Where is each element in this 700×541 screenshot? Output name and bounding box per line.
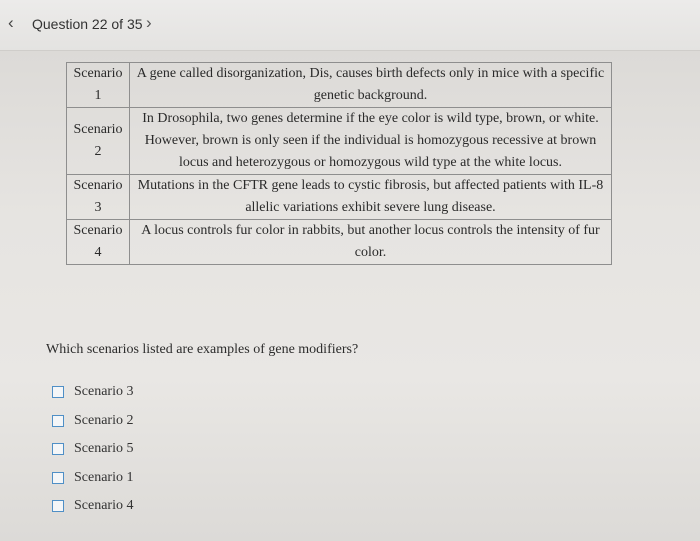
chevron-right-icon[interactable]: › <box>146 13 152 32</box>
scenario-text: Mutations in the CFTR gene leads to cystic fibrosis, but affected patients with IL-8 allelic variations exhibit severe lung disease. <box>130 175 612 220</box>
option-scenario-4[interactable] <box>52 492 133 521</box>
question-header <box>0 0 700 51</box>
scenario-text: In Drosophila, two genes determine if the eye color is wild type, brown, or white. However, brown is only seen if the individual is homozygous recessive at brown locus and heterozygous or homozygous wild type at the white locus. <box>130 108 612 175</box>
option-scenario-2[interactable] <box>52 407 133 436</box>
scenario-table <box>66 62 612 265</box>
option-label: Scenario 1 <box>74 469 134 485</box>
answer-options <box>52 378 133 521</box>
checkbox[interactable] <box>52 415 64 427</box>
question-prompt: Which scenarios listed are examples of gene modifiers? <box>46 342 359 357</box>
table-row <box>67 175 612 220</box>
option-label: Scenario 2 <box>74 412 134 428</box>
scenario-label: Scenario 1 <box>67 63 130 108</box>
scenario-label: Scenario 3 <box>67 175 130 220</box>
checkbox[interactable] <box>52 472 64 484</box>
checkbox[interactable] <box>52 386 64 398</box>
scenario-text: A locus controls fur color in rabbits, but another locus controls the intensity of fur color. <box>130 220 612 265</box>
checkbox[interactable] <box>52 500 64 512</box>
option-scenario-3[interactable] <box>52 378 133 407</box>
scenario-label: Scenario 2 <box>67 108 130 175</box>
option-label: Scenario 3 <box>74 384 134 400</box>
option-label: Scenario 4 <box>74 498 134 514</box>
table-row <box>67 63 612 108</box>
chevron-left-icon[interactable]: ‹ <box>8 13 14 32</box>
table-row <box>67 108 612 175</box>
checkbox[interactable] <box>52 443 64 455</box>
option-label: Scenario 5 <box>74 441 134 457</box>
option-scenario-5[interactable] <box>52 435 133 464</box>
option-scenario-1[interactable] <box>52 464 133 493</box>
question-counter: Question 22 of 35 <box>32 16 143 32</box>
scenario-label: Scenario 4 <box>67 220 130 265</box>
table-row <box>67 220 612 265</box>
scenario-text: A gene called disorganization, Dis, causes birth defects only in mice with a specific genetic background. <box>130 63 612 108</box>
